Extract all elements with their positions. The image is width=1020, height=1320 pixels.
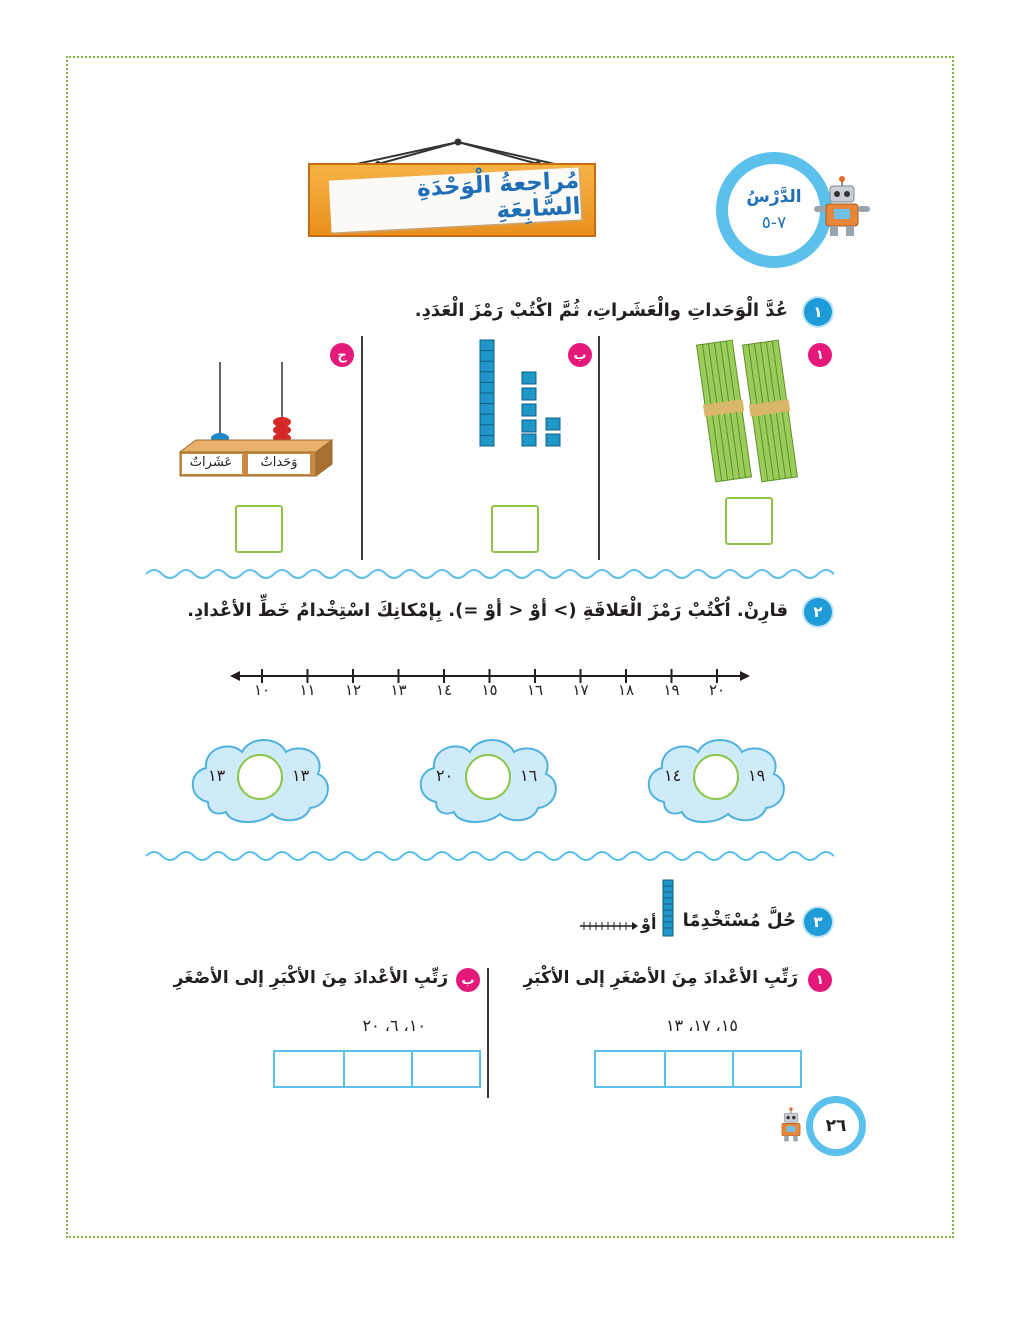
question-3-number: ٣ (804, 908, 832, 936)
page-number-badge (806, 1096, 866, 1156)
q1-c-answer-box[interactable] (235, 505, 283, 553)
ten-rod-icon (660, 878, 676, 938)
q1-divider (598, 336, 600, 560)
question-2-number: ٢ (804, 598, 832, 626)
q3-part-b-instruction: رَتِّبِ الأعْدادَ مِنَ الأكْبَرِ إلى الأصْغَرِ (173, 968, 448, 988)
compare-1-right-number: ١٩ (748, 766, 766, 785)
wavy-separator (146, 848, 834, 864)
compare-answer-circle-2[interactable] (465, 754, 511, 800)
q3-part-b-numbers: ١٠، ٦، ٢٠ (362, 1016, 426, 1035)
question-1-instruction: عُدَّ الْوَحَداتِ والْعَشَراتِ، ثُمَّ اكْتُبْ رَمْزَ الْعَدَدِ. (414, 300, 788, 321)
number-line-label: ١٧ (572, 681, 589, 699)
q3-part-a-answer-boxes (594, 1050, 802, 1088)
lesson-number: ٧-٥ (761, 213, 787, 233)
q1-b-answer-box[interactable] (491, 505, 539, 553)
q1-part-c-label: ج (330, 343, 354, 367)
compare-2-left-number: ٢٠ (436, 766, 454, 785)
q1-part-b-label: ب (568, 343, 592, 367)
abacus-ones-label: وَحَداتٌ (260, 455, 298, 470)
q1-divider (361, 336, 363, 560)
number-line-label: ٢٠ (708, 681, 726, 699)
compare-answer-circle-3[interactable] (237, 754, 283, 800)
wavy-separator (146, 566, 834, 582)
order-answer-cell[interactable] (664, 1052, 732, 1086)
q1-part-a-label: ١ (808, 343, 832, 367)
number-line-label: ١٥ (481, 681, 498, 699)
compare-2-right-number: ١٦ (520, 766, 538, 785)
mini-number-line-icon (578, 918, 638, 934)
number-line-label: ١٠ (253, 681, 271, 699)
compare-1-left-number: ١٤ (664, 766, 682, 785)
order-answer-cell[interactable] (343, 1052, 411, 1086)
unit-review-title: مُراجعةُ الْوَحْدَةِ السَّابِعَةِ (416, 167, 582, 224)
number-line-label: ١٣ (390, 681, 407, 699)
order-answer-cell[interactable] (411, 1052, 479, 1086)
order-answer-cell[interactable] (275, 1052, 343, 1086)
compare-3-right-number: ١٣ (292, 766, 310, 785)
number-line-label: ١٤ (435, 681, 453, 699)
q3-part-a-instruction: رَتِّبِ الأعْدادَ مِنَ الأصْغَرِ إلى الأكْبَرِ (523, 968, 798, 988)
robot-icon (812, 176, 872, 238)
order-answer-cell[interactable] (596, 1052, 664, 1086)
compare-answer-circle-1[interactable] (693, 754, 739, 800)
number-line-label: ١٦ (526, 681, 544, 699)
page-number: ٢٦ (813, 1103, 859, 1149)
question-3-instruction: حُلَّ مُسْتَخْدِمًا (682, 910, 796, 931)
number-line-label: ١٩ (663, 681, 680, 699)
base-ten-blocks (476, 338, 566, 450)
ten-sticks-bundles (694, 336, 806, 486)
compare-3-left-number: ١٣ (208, 766, 226, 785)
lesson-label: الدَّرْسُ (746, 187, 802, 207)
order-answer-cell[interactable] (732, 1052, 800, 1086)
number-line-label: ١٨ (617, 681, 635, 699)
question-1-number: ١ (804, 298, 832, 326)
number-line-label: ١١ (299, 681, 316, 699)
q3-part-a-label: ١ (808, 968, 832, 992)
abacus-tens-label: عَشَراتٌ (189, 455, 233, 470)
q3-part-b-label: ب (456, 968, 480, 992)
number-line-label: ١٢ (344, 681, 362, 699)
robot-icon (774, 1104, 808, 1146)
question-2-instruction: قارِنْ. اُكْتُبْ رَمْزَ الْعَلاقَةِ (> أوْ < أوْ =). بِإمْكانِكَ اسْتِخْدامُ خَطِّ الأعْدادِ. (187, 600, 788, 621)
q1-a-answer-box[interactable] (725, 497, 773, 545)
q3-or-word: أوْ (641, 914, 657, 933)
q3-part-b-answer-boxes (273, 1050, 481, 1088)
q3-divider (487, 968, 489, 1098)
q3-part-a-numbers: ١٥، ١٧، ١٣ (665, 1016, 738, 1035)
